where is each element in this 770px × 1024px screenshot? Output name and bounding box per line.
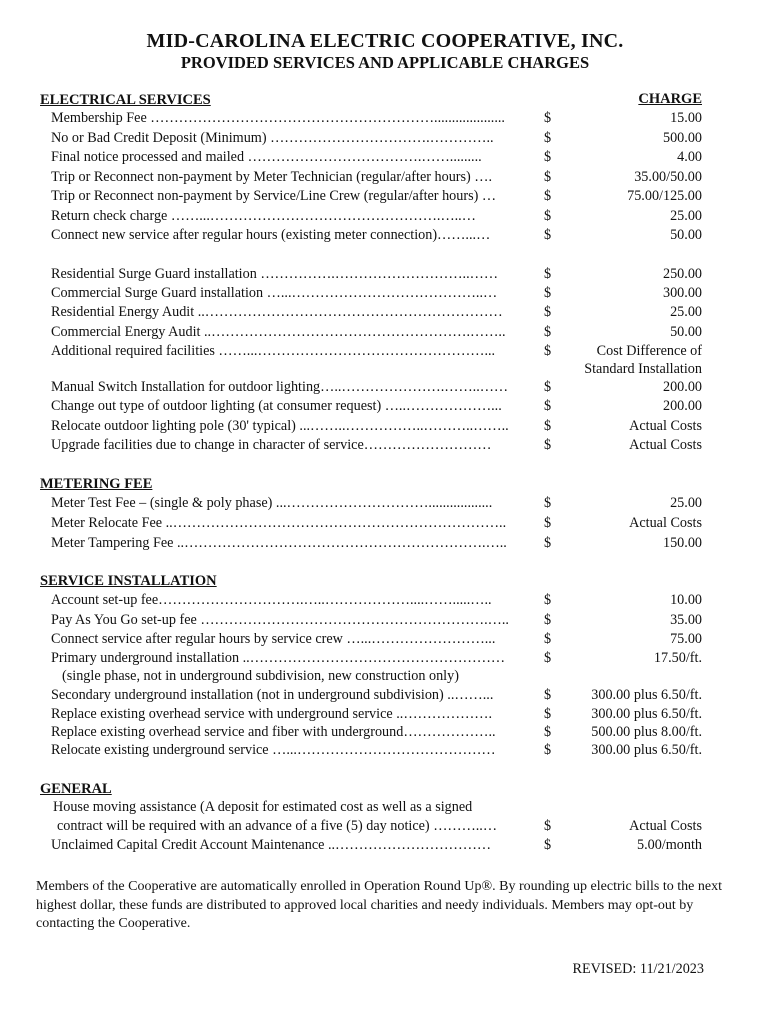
fee-amount: 35.00/50.00 bbox=[634, 169, 702, 185]
fee-row bbox=[0, 494, 770, 513]
currency-symbol: $ bbox=[544, 169, 552, 185]
fee-row bbox=[0, 817, 770, 836]
fee-description: Connect new service after regular hours (existing meter connection)……...… bbox=[51, 227, 491, 243]
currency-symbol: $ bbox=[544, 130, 552, 146]
fee-description: Commercial Energy Audit ..……………………………………………….…….. bbox=[51, 324, 506, 340]
currency-symbol: $ bbox=[544, 398, 552, 414]
section-heading-general: GENERAL bbox=[40, 781, 112, 797]
fee-row bbox=[0, 417, 770, 436]
currency-symbol: $ bbox=[544, 515, 552, 531]
fee-amount: 50.00 bbox=[670, 324, 702, 340]
fee-amount: 4.00 bbox=[677, 149, 702, 165]
section-heading-electrical: ELECTRICAL SERVICES bbox=[40, 92, 211, 108]
fee-row bbox=[0, 303, 770, 322]
fee-amount: 5.00/month bbox=[636, 837, 702, 853]
fee-description: Upgrade facilities due to change in character of service……………………… bbox=[51, 437, 492, 453]
charge-column-heading: CHARGE bbox=[638, 91, 702, 107]
round-up-paragraph: Members of the Cooperative are automatically enrolled in Operation Round Up®. By rounding up electric bills to the next highest dollar, these funds are distributed to approved local charities and needy individuals. Members may opt-out by contacting the Cooperative. bbox=[36, 879, 722, 931]
fee-row bbox=[0, 226, 770, 245]
fee-description: Pay As You Go set-up fee …………………………………………………….….. bbox=[51, 612, 509, 628]
fee-amount: 300.00 plus 6.50/ft. bbox=[591, 706, 702, 722]
fee-amount: 17.50/ft. bbox=[653, 650, 702, 666]
fee-amount: 200.00 bbox=[662, 398, 702, 414]
fee-amount: 25.00 bbox=[670, 208, 702, 224]
fee-description: Secondary underground installation (not in underground subdivision) ..……... bbox=[51, 687, 494, 703]
fee-description: Trip or Reconnect non-payment by Meter Technician (regular/after hours) …. bbox=[51, 169, 493, 185]
currency-symbol: $ bbox=[544, 535, 552, 551]
fee-row bbox=[0, 514, 770, 533]
currency-symbol: $ bbox=[544, 149, 552, 165]
fee-description: Change out type of outdoor lighting (at consumer request) …..………………... bbox=[51, 398, 502, 414]
fee-description: Additional required facilities ……...…………………………………………... bbox=[51, 343, 496, 359]
fee-row bbox=[0, 323, 770, 342]
fee-description: Unclaimed Capital Credit Account Maintenance ..…………………………… bbox=[51, 837, 492, 853]
fee-amount: 75.00/125.00 bbox=[627, 188, 702, 204]
currency-symbol: $ bbox=[544, 742, 552, 758]
fee-row bbox=[0, 534, 770, 553]
fee-description: No or Bad Credit Deposit (Minimum) …………………………….………….. bbox=[51, 130, 494, 146]
fee-amount: 50.00 bbox=[670, 227, 702, 243]
currency-symbol: $ bbox=[544, 418, 552, 434]
fee-description: Meter Relocate Fee ..…………………………………………………………….. bbox=[51, 515, 507, 531]
revised-date: REVISED: 11/21/2023 bbox=[572, 961, 704, 977]
fee-amount: 35.00 bbox=[670, 612, 702, 628]
document-title: MID-CAROLINA ELECTRIC COOPERATIVE, INC. bbox=[146, 30, 624, 52]
fee-row bbox=[0, 836, 770, 855]
currency-symbol: $ bbox=[544, 227, 552, 243]
fee-description: Residential Surge Guard installation …………….………………………..…… bbox=[51, 266, 499, 282]
document-subtitle: PROVIDED SERVICES AND APPLICABLE CHARGES bbox=[180, 53, 590, 72]
currency-symbol: $ bbox=[544, 379, 552, 395]
fee-description: Residential Energy Audit ..……………………………………………………… bbox=[51, 304, 503, 320]
fee-row bbox=[0, 798, 770, 817]
fee-description: Relocate existing underground service …...…………………………………… bbox=[51, 742, 496, 758]
fee-row bbox=[0, 129, 770, 148]
fee-amount: 500.00 bbox=[662, 130, 702, 146]
currency-symbol: $ bbox=[544, 592, 552, 608]
fee-description: Replace existing overhead service and fiber with underground……………….. bbox=[51, 724, 496, 740]
section-heading-metering: METERING FEE bbox=[40, 476, 153, 492]
fee-amount: 300.00 plus 6.50/ft. bbox=[591, 687, 702, 703]
fee-description: Membership Fee …………………………………………………….................... bbox=[51, 110, 505, 126]
fee-amount: 15.00 bbox=[670, 110, 702, 126]
currency-symbol: $ bbox=[544, 437, 552, 453]
currency-symbol: $ bbox=[544, 724, 552, 740]
fee-description: House moving assistance (A deposit for estimated cost as well as a signed bbox=[53, 799, 473, 815]
fee-description: Final notice processed and mailed ……………………………….……......... bbox=[51, 149, 482, 165]
fee-row bbox=[0, 284, 770, 303]
fee-description: Account set-up fee………………………….…..………………....…….....….. bbox=[51, 592, 492, 608]
fee-amount: 250.00 bbox=[662, 266, 702, 282]
fee-description: Meter Tampering Fee ..……………………………………………………….….. bbox=[51, 535, 507, 551]
fee-amount: Actual Costs bbox=[629, 818, 702, 834]
fee-description: Meter Test Fee – (single & poly phase) ...………………………….................. bbox=[51, 495, 493, 511]
fee-row-continuation bbox=[0, 360, 770, 379]
currency-symbol: $ bbox=[544, 304, 552, 320]
fee-row bbox=[0, 436, 770, 455]
currency-symbol: $ bbox=[544, 495, 552, 511]
fee-amount: 25.00 bbox=[670, 495, 702, 511]
fee-description: Trip or Reconnect non-payment by Service/Line Crew (regular/after hours) … bbox=[51, 188, 497, 204]
fee-amount: 75.00 bbox=[670, 631, 702, 647]
fee-row bbox=[0, 168, 770, 187]
fee-row bbox=[0, 207, 770, 226]
fee-amount: Actual Costs bbox=[629, 418, 702, 434]
fee-row bbox=[0, 397, 770, 416]
currency-symbol: $ bbox=[544, 687, 552, 703]
fee-row bbox=[0, 686, 770, 705]
fee-row bbox=[0, 148, 770, 167]
fee-row bbox=[0, 649, 770, 668]
fee-amount: 200.00 bbox=[662, 379, 702, 395]
currency-symbol: $ bbox=[544, 631, 552, 647]
fee-amount: Actual Costs bbox=[629, 515, 702, 531]
currency-symbol: $ bbox=[544, 188, 552, 204]
fee-row bbox=[0, 187, 770, 206]
fee-row-note bbox=[0, 667, 770, 686]
fee-amount: Cost Difference of bbox=[596, 343, 702, 359]
fee-description: Primary underground installation ..……………………………………………… bbox=[51, 650, 506, 666]
fee-row bbox=[0, 591, 770, 610]
fee-description: Replace existing overhead service with underground service ..………………. bbox=[51, 706, 493, 722]
fee-amount: 300.00 bbox=[662, 285, 702, 301]
fee-amount: 10.00 bbox=[670, 592, 702, 608]
fee-amount: 150.00 bbox=[662, 535, 702, 551]
fee-amount: 25.00 bbox=[670, 304, 702, 320]
fee-amount: Standard Installation bbox=[584, 361, 702, 377]
fee-row bbox=[0, 265, 770, 284]
fee-row bbox=[0, 705, 770, 724]
fee-row bbox=[0, 723, 770, 742]
fee-row bbox=[0, 611, 770, 630]
currency-symbol: $ bbox=[544, 837, 552, 853]
section-heading-service-installation: SERVICE INSTALLATION bbox=[40, 573, 217, 589]
currency-symbol: $ bbox=[544, 706, 552, 722]
fee-amount: 500.00 plus 8.00/ft. bbox=[591, 724, 702, 740]
currency-symbol: $ bbox=[544, 650, 552, 666]
fee-description: Connect service after regular hours by service crew …...……………………... bbox=[51, 631, 496, 647]
fee-description: Commercial Surge Guard installation …...…………………………………..… bbox=[51, 285, 498, 301]
fee-description-note: (single phase, not in underground subdivision, new construction only) bbox=[62, 668, 459, 684]
fee-description: Return check charge ……...………………………………………….…..… bbox=[51, 208, 476, 224]
fee-description: contract will be required with an advance of a five (5) day notice) ………..… bbox=[57, 818, 498, 834]
currency-symbol: $ bbox=[544, 612, 552, 628]
fee-description: Manual Switch Installation for outdoor lighting…..………………….……..…… bbox=[51, 379, 509, 395]
currency-symbol: $ bbox=[544, 285, 552, 301]
fee-row bbox=[0, 378, 770, 397]
currency-symbol: $ bbox=[544, 343, 552, 359]
fee-amount: Actual Costs bbox=[629, 437, 702, 453]
fee-row bbox=[0, 109, 770, 128]
fee-row bbox=[0, 741, 770, 760]
currency-symbol: $ bbox=[544, 818, 552, 834]
currency-symbol: $ bbox=[544, 208, 552, 224]
fee-description: Relocate outdoor lighting pole (30' typical) ...……..……………..………..…….. bbox=[51, 418, 509, 434]
currency-symbol: $ bbox=[544, 110, 552, 126]
currency-symbol: $ bbox=[544, 324, 552, 340]
fee-row bbox=[0, 342, 770, 361]
fee-row bbox=[0, 630, 770, 649]
currency-symbol: $ bbox=[544, 266, 552, 282]
fee-amount: 300.00 plus 6.50/ft. bbox=[591, 742, 702, 758]
